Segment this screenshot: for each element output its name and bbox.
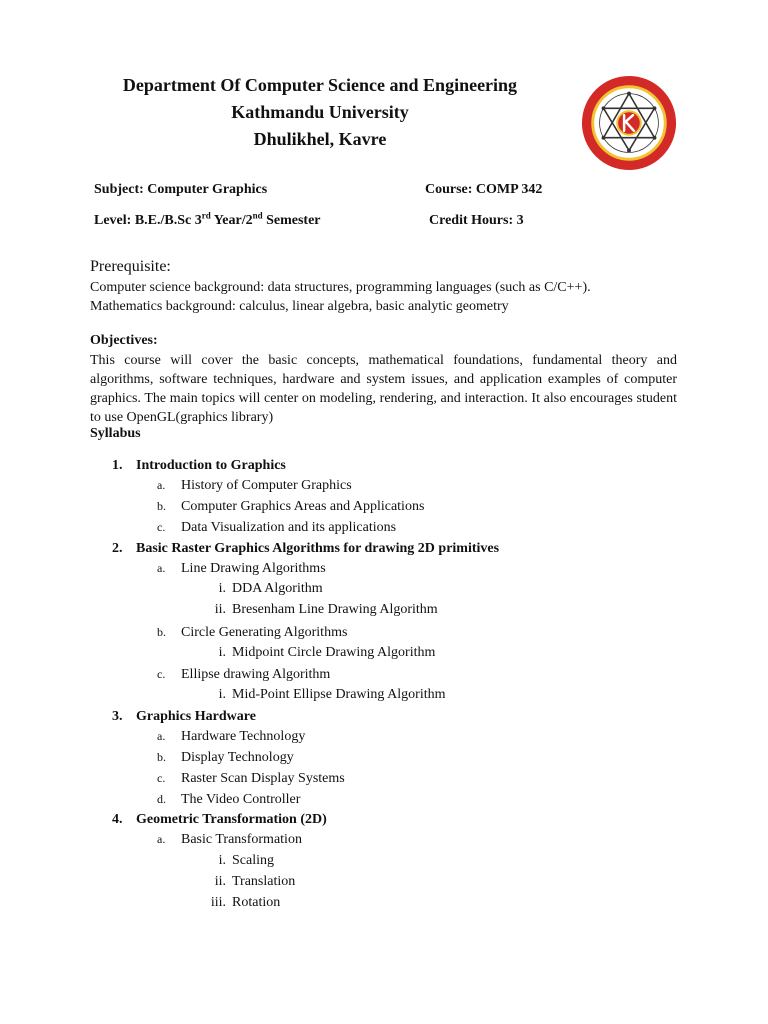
syllabus-subtopic [196, 873, 295, 891]
objectives-paragraph: This course will cover the basic concepts, mathematical foundations, fundamental theory and algorithms, software techniques, hardware and system issues, and application examples of computer graphics. The main topics will center on modeling, rendering, and interaction. It also encourages student to use OpenGL(graphics library) [90, 353, 677, 425]
course-code-label: Course: COMP 342 [425, 182, 543, 197]
list-marker: ii. [214, 874, 226, 889]
list-item-label: DDA Algorithm [232, 581, 323, 596]
syllabus-subtopic [196, 601, 438, 619]
list-item-label: Display Technology [181, 750, 294, 765]
syllabus-topic [157, 748, 294, 767]
list-item-label: Circle Generating Algorithms [181, 625, 348, 640]
syllabus-subtopic [196, 644, 435, 662]
list-marker: d. [157, 792, 166, 806]
syllabus-topic [157, 497, 424, 516]
syllabus-unit [112, 540, 499, 558]
subject-label: Subject: Computer Graphics [94, 182, 268, 197]
syllabus-subtopic [196, 580, 323, 598]
list-item-label: Geometric Transformation (2D) [136, 812, 327, 827]
list-marker: 1. [112, 458, 123, 473]
syllabus-unit [112, 708, 256, 726]
list-item-label: Computer Graphics Areas and Applications [181, 499, 425, 514]
list-marker: i. [218, 687, 226, 702]
university-logo-icon [580, 74, 678, 172]
list-marker: a. [157, 561, 166, 575]
university-title: Kathmandu University [231, 102, 409, 122]
list-marker: 4. [112, 812, 123, 827]
syllabus-topic [157, 790, 300, 809]
list-item-label: Introduction to Graphics [136, 458, 286, 473]
list-item-label: Hardware Technology [181, 729, 306, 744]
list-item-label: The Video Controller [181, 792, 301, 807]
list-item-label: Line Drawing Algorithms [181, 561, 326, 576]
list-marker: b. [157, 499, 166, 513]
list-marker: b. [157, 750, 166, 764]
list-item-label: Rotation [232, 895, 281, 910]
prerequisite-heading: Prerequisite: [90, 258, 171, 275]
prerequisite-cs-line: Computer science background: data structures, programming languages (such as C/C++). [90, 280, 591, 295]
department-title: Department Of Computer Science and Engineering [122, 75, 518, 95]
syllabus-unit [112, 811, 327, 829]
list-item-label: Ellipse drawing Algorithm [181, 667, 331, 682]
syllabus-topic [157, 665, 330, 684]
list-marker: i. [218, 581, 226, 596]
syllabus-topic [157, 769, 345, 788]
list-marker: i. [218, 645, 226, 660]
syllabus-topic [157, 559, 326, 578]
location-title: Dhulikhel, Kavre [253, 129, 387, 149]
list-marker: a. [157, 729, 166, 743]
list-item-label: Mid-Point Ellipse Drawing Algorithm [232, 687, 446, 702]
list-item-label: Graphics Hardware [136, 709, 256, 724]
syllabus-topic [157, 476, 352, 495]
syllabus-subtopic [196, 894, 280, 912]
syllabus-topic [157, 727, 305, 746]
syllabus-heading: Syllabus [90, 426, 141, 441]
list-marker: a. [157, 832, 166, 846]
list-marker: i. [218, 853, 226, 868]
list-item-label: Basic Transformation [181, 832, 302, 847]
list-item-label: Scaling [232, 853, 274, 868]
list-item-label: Data Visualization and its applications [181, 520, 397, 535]
syllabus-unit [112, 457, 286, 475]
list-marker: c. [157, 667, 166, 681]
list-marker: b. [157, 625, 166, 639]
list-marker: c. [157, 771, 166, 785]
list-item-label: Raster Scan Display Systems [181, 771, 345, 786]
list-marker: 3. [112, 709, 123, 724]
syllabus-topic [157, 623, 347, 642]
level-label: Level: B.E./B.Sc 3rd Year/2nd Semester [94, 210, 321, 228]
credit-hours-label: Credit Hours: 3 [429, 213, 524, 228]
list-marker: 2. [112, 541, 123, 556]
list-item-label: Midpoint Circle Drawing Algorithm [232, 645, 436, 660]
list-marker: a. [157, 478, 166, 492]
list-item-label: Translation [232, 874, 296, 889]
objectives-heading: Objectives: [90, 333, 158, 348]
list-item-label: History of Computer Graphics [181, 478, 352, 493]
prerequisite-math-line: Mathematics background: calculus, linear algebra, basic analytic geometry [90, 299, 509, 314]
list-marker: ii. [214, 602, 226, 617]
list-marker: c. [157, 520, 166, 534]
list-marker: iii. [210, 895, 226, 910]
syllabus-topic [157, 830, 302, 849]
syllabus-subtopic [196, 852, 274, 870]
list-item-label: Basic Raster Graphics Algorithms for drawing 2D primitives [136, 541, 500, 556]
syllabus-subtopic [196, 686, 446, 704]
list-item-label: Bresenham Line Drawing Algorithm [232, 602, 438, 617]
syllabus-topic [157, 518, 396, 537]
